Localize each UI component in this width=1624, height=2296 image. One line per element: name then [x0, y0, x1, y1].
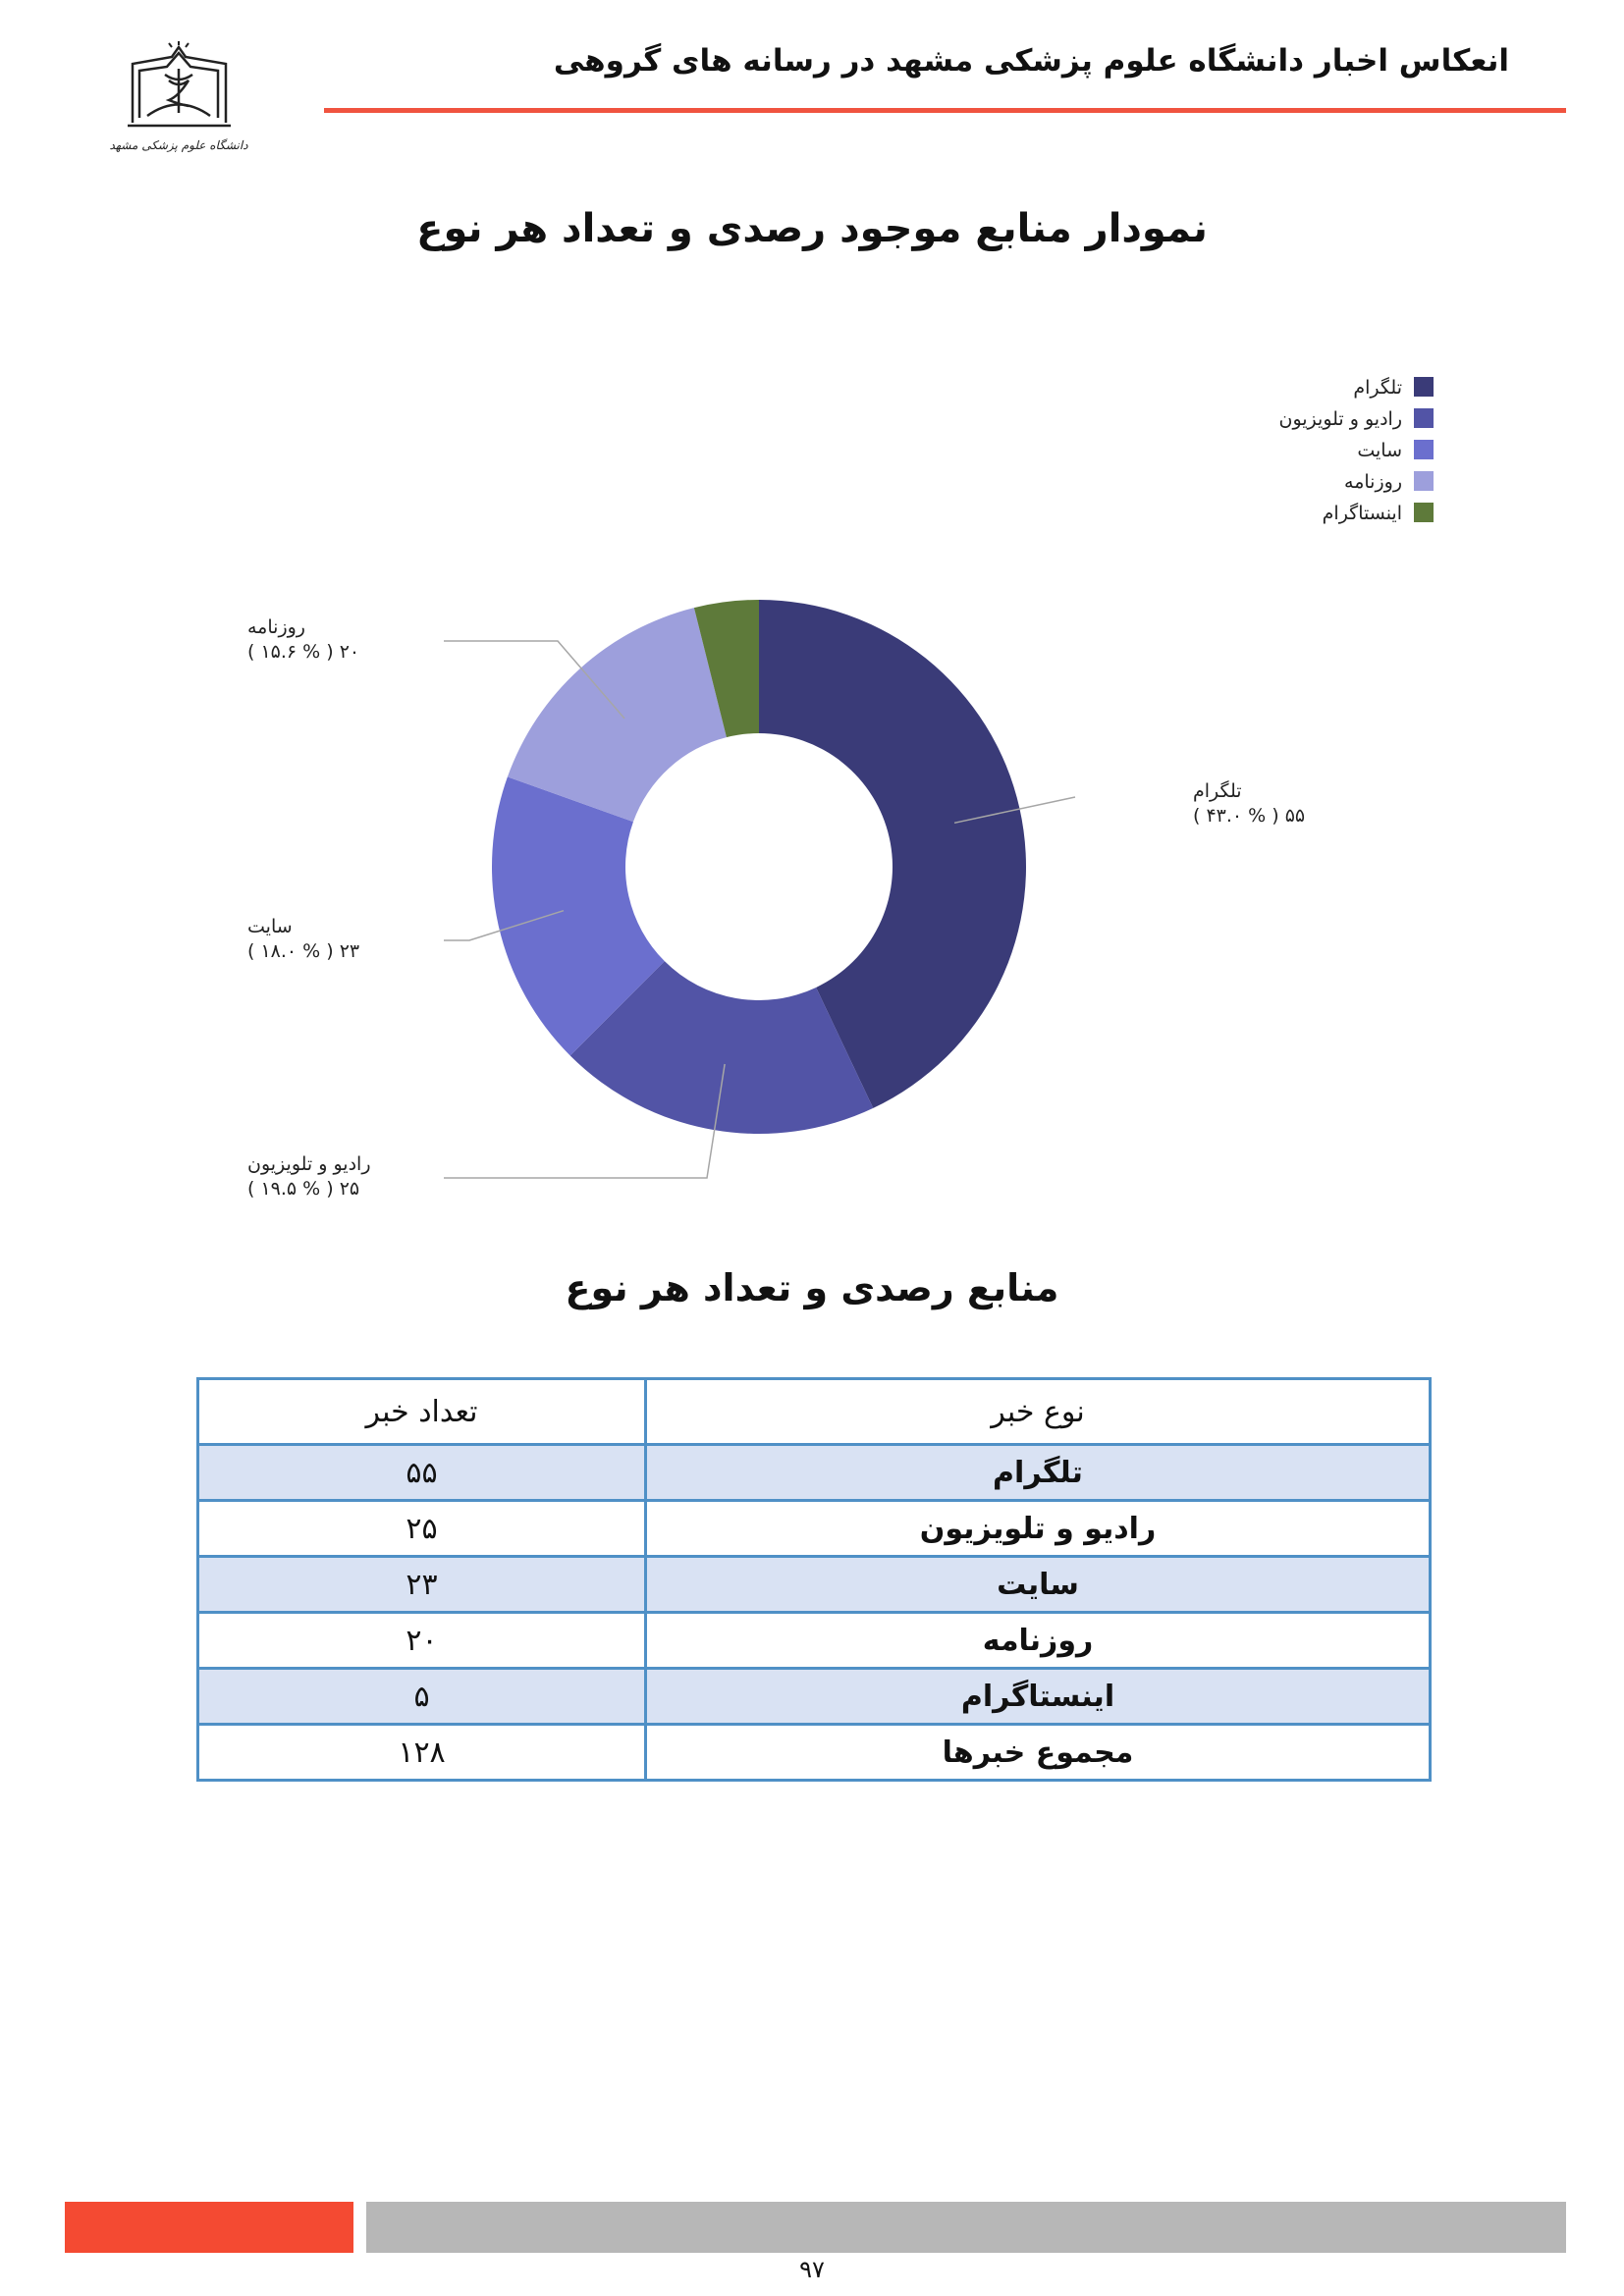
legend-label: روزنامه	[1344, 471, 1402, 493]
table-total-row	[198, 1725, 1431, 1781]
table-row	[198, 1669, 1431, 1725]
chart-title: نمودار منابع موجود رصدی و تعداد هر نوع	[416, 206, 1208, 251]
row-count: ۲۰	[198, 1613, 646, 1669]
slice-value-label: ( ۱۹.۵ % ) ۲۵	[247, 1178, 360, 1200]
slice-category-label: روزنامه	[247, 616, 305, 638]
legend-label: تلگرام	[1353, 377, 1402, 399]
row-count: ۵	[198, 1669, 646, 1725]
table-row	[198, 1613, 1431, 1669]
legend-label: سایت	[1357, 440, 1402, 461]
total-count: ۱۲۸	[198, 1725, 646, 1781]
footer-red-bar	[65, 2202, 353, 2253]
footer-gray-bar	[366, 2202, 1566, 2253]
page-number: ۹۷	[799, 2256, 825, 2283]
header-count: تعداد خبر	[198, 1379, 646, 1445]
table-row	[198, 1445, 1431, 1501]
logo-caption: دانشگاه علوم پزشکی مشهد	[109, 138, 248, 152]
row-count: ۲۵	[198, 1501, 646, 1557]
legend-swatch	[1414, 377, 1434, 397]
row-type: اینستاگرام	[646, 1669, 1431, 1725]
row-count: ۲۳	[198, 1557, 646, 1613]
row-count: ۵۵	[198, 1445, 646, 1501]
total-label: مجموع خبرها	[646, 1725, 1431, 1781]
header-title: انعکاس اخبار دانشگاه علوم پزشکی مشهد در رسانه های گروهی	[553, 43, 1509, 79]
legend-label: اینستاگرام	[1322, 503, 1402, 524]
slice-value-label: ( ۱۸.۰ % ) ۲۳	[247, 940, 360, 962]
slice-category-label: سایت	[247, 916, 293, 937]
row-type: روزنامه	[646, 1613, 1431, 1669]
slice-category-label: رادیو و تلویزیون	[247, 1153, 371, 1175]
row-type: سایت	[646, 1557, 1431, 1613]
legend-swatch	[1414, 503, 1434, 522]
header-type: نوع خبر	[646, 1379, 1431, 1445]
table-title: منابع رصدی و تعداد هر نوع	[565, 1266, 1059, 1309]
slice-value-label: ( ۴۳.۰ % ) ۵۵	[1193, 805, 1306, 827]
table-row	[198, 1557, 1431, 1613]
legend-label: رادیو و تلویزیون	[1278, 408, 1402, 430]
legend-swatch	[1414, 471, 1434, 491]
legend-swatch	[1414, 440, 1434, 459]
table-header-row	[198, 1379, 1431, 1445]
slice-value-label: ( ۱۵.۶ % ) ۲۰	[247, 641, 360, 663]
table-row	[198, 1501, 1431, 1557]
sources-table	[196, 1377, 1432, 1782]
slice-category-label: تلگرام	[1193, 780, 1242, 802]
row-type: تلگرام	[646, 1445, 1431, 1501]
legend-swatch	[1414, 408, 1434, 428]
row-type: رادیو و تلویزیون	[646, 1501, 1431, 1557]
